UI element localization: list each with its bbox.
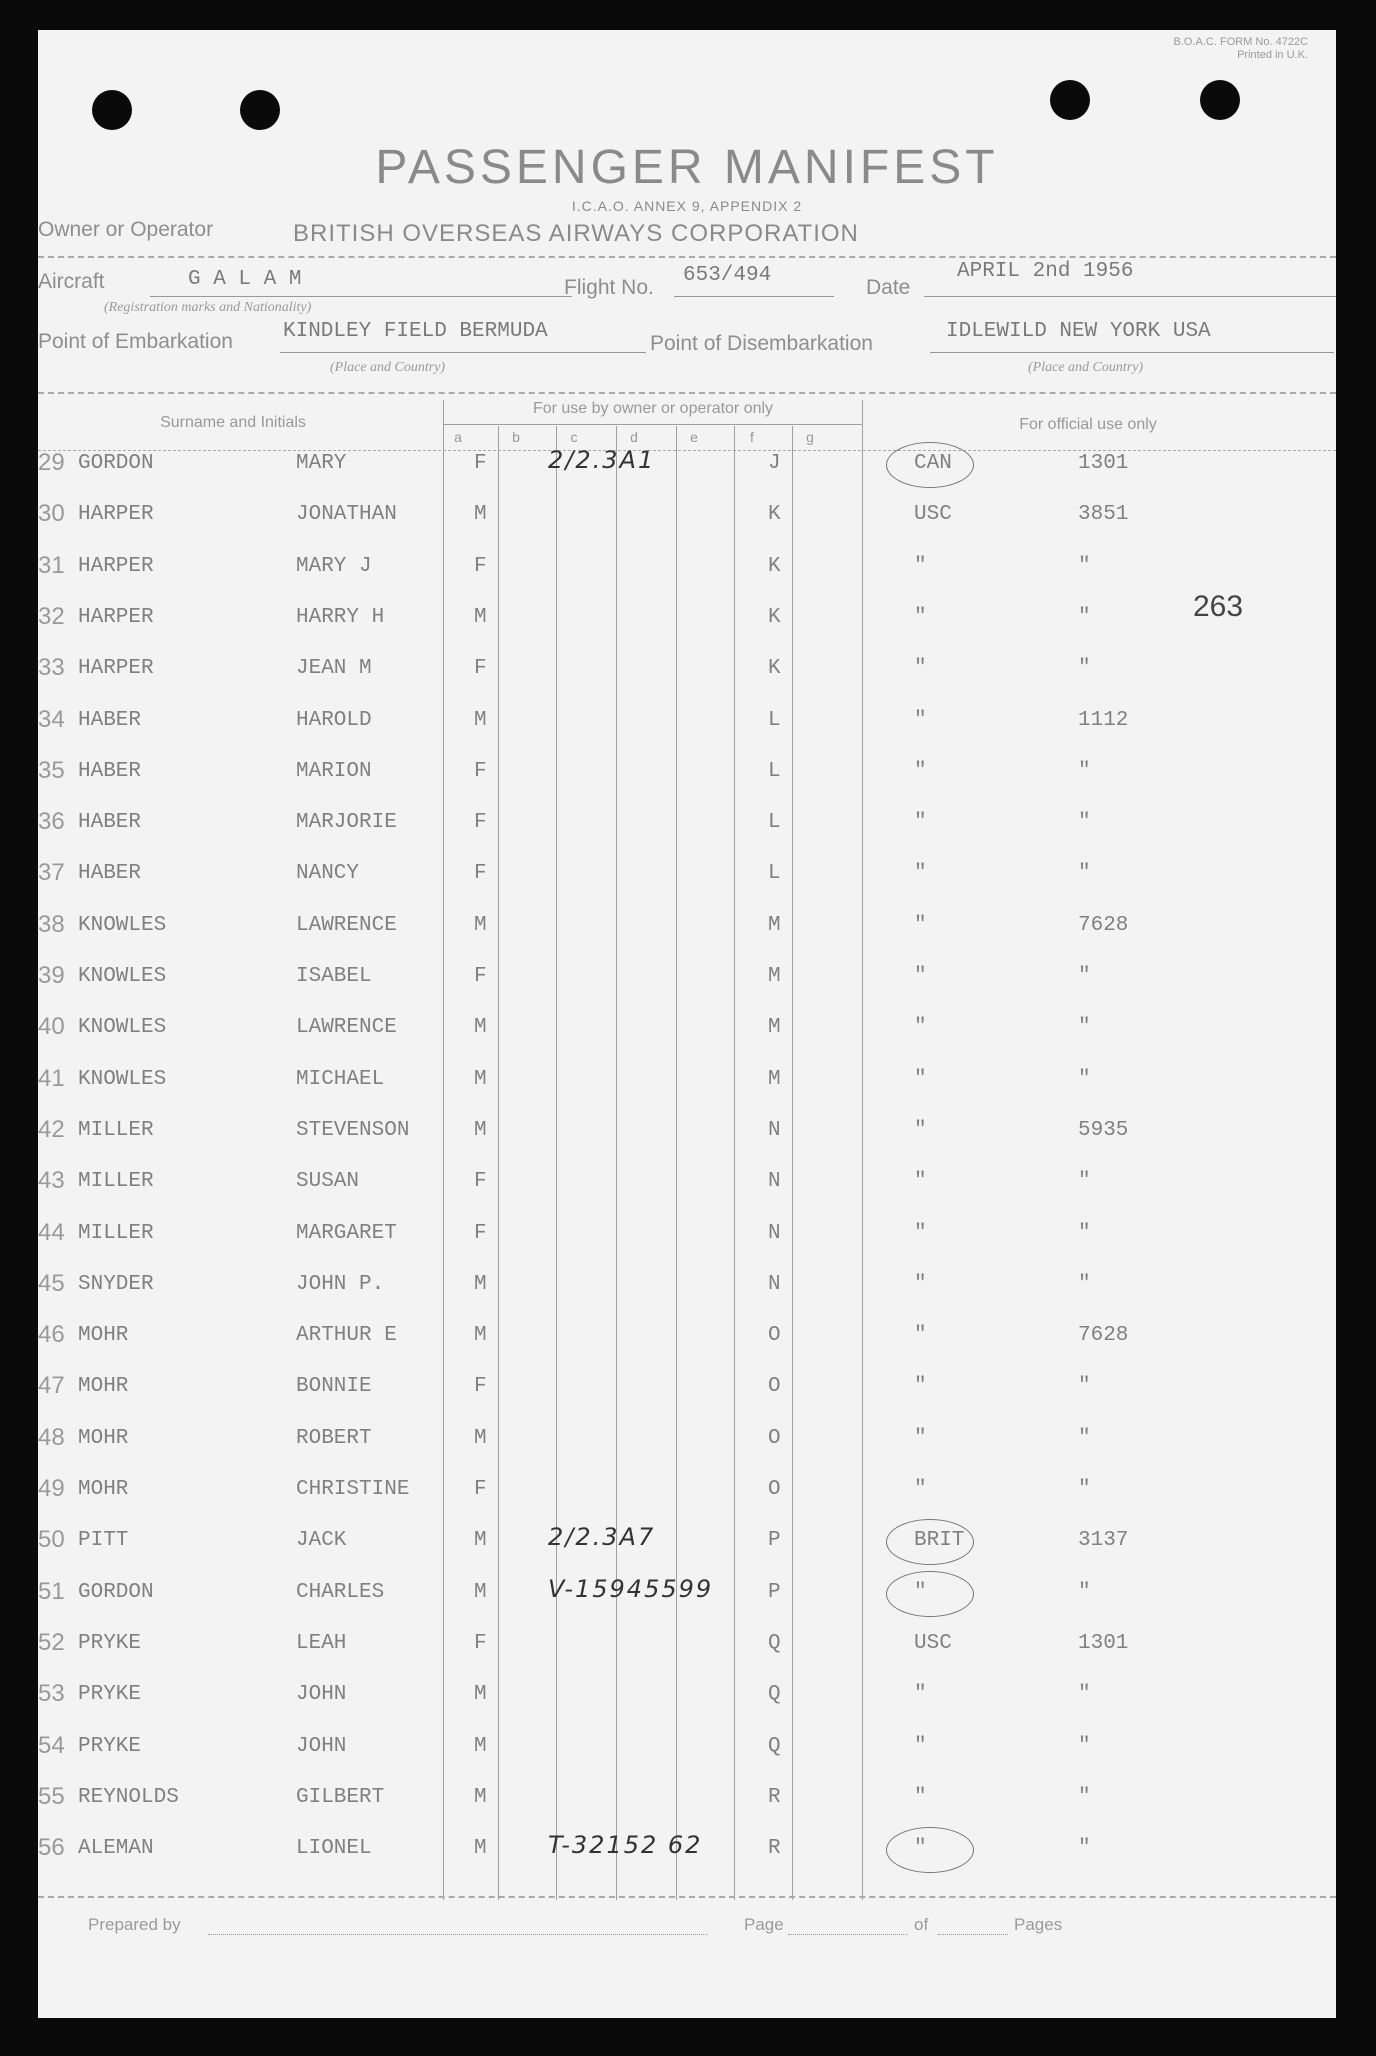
owner-header-rule xyxy=(443,424,863,425)
column-f-code: N xyxy=(768,1118,781,1142)
passenger-row xyxy=(38,1782,1336,1837)
official-code: " xyxy=(1078,1170,1091,1194)
column-f-code: J xyxy=(768,452,781,475)
official-code: " xyxy=(1078,965,1091,988)
passenger-surname: MILLER xyxy=(78,1170,154,1194)
official-status: " xyxy=(914,1272,927,1296)
passenger-row xyxy=(38,705,1336,760)
passenger-given-name: JOHN xyxy=(296,1683,347,1707)
row-number: 31 xyxy=(38,551,65,579)
flight-line xyxy=(674,296,834,297)
official-column-header: For official use only xyxy=(1019,416,1157,433)
passenger-row xyxy=(38,446,1336,503)
official-status: CAN xyxy=(914,452,952,475)
official-status: USC xyxy=(914,503,952,527)
column-header-rule xyxy=(38,450,1336,451)
passenger-given-name: HAROLD xyxy=(296,708,372,732)
column-f-code: K xyxy=(768,503,781,527)
passenger-given-name: BONNIE xyxy=(296,1375,372,1399)
aircraft-value: G A L A M xyxy=(188,268,302,291)
official-code: " xyxy=(1078,1067,1091,1091)
row-number: 32 xyxy=(38,602,65,630)
official-status: " xyxy=(914,1221,927,1245)
row-number: 43 xyxy=(38,1167,65,1195)
row-number: 45 xyxy=(38,1269,65,1297)
punch-hole xyxy=(1200,80,1240,120)
passenger-surname: ALEMAN xyxy=(78,1837,154,1861)
passenger-sex: F xyxy=(474,1170,487,1194)
row-number: 51 xyxy=(38,1577,65,1605)
passenger-given-name: LEAH xyxy=(296,1631,347,1655)
page-title: PASSENGER MANIFEST xyxy=(375,141,999,194)
passenger-sex: M xyxy=(474,1734,487,1758)
page-note: 263 xyxy=(1193,590,1244,623)
passenger-sex: M xyxy=(474,1683,487,1707)
handwritten-note: T-32152 62 xyxy=(548,1831,703,1860)
official-code: 7628 xyxy=(1078,1324,1129,1348)
row-number: 36 xyxy=(38,808,65,836)
column-a: a xyxy=(454,429,462,445)
passenger-row xyxy=(38,602,1336,657)
column-f-code: P xyxy=(768,1580,781,1604)
passenger-sex: F xyxy=(474,1375,487,1399)
row-number: 49 xyxy=(38,1475,65,1502)
official-status: " xyxy=(914,1478,927,1501)
official-status: " xyxy=(914,965,927,988)
row-number: 54 xyxy=(38,1731,65,1759)
passenger-row xyxy=(38,1167,1336,1221)
handwritten-note: 2/2.3A7 xyxy=(548,1523,656,1552)
passenger-given-name: MARY J xyxy=(296,554,372,578)
column-f-code: L xyxy=(768,759,781,783)
passenger-surname: KNOWLES xyxy=(78,1067,167,1091)
of-label: of xyxy=(914,1915,929,1934)
row-number: 37 xyxy=(38,859,65,887)
official-status: " xyxy=(914,1016,927,1040)
passenger-sex: F xyxy=(474,657,487,681)
column-f-code: K xyxy=(768,605,781,629)
column-f-code: O xyxy=(768,1426,781,1450)
official-code: 3851 xyxy=(1078,503,1129,527)
name-column-header: Surname and Initials xyxy=(160,414,306,431)
punch-hole xyxy=(92,90,132,130)
passenger-surname: GORDON xyxy=(78,1580,154,1604)
passenger-row xyxy=(38,1628,1336,1683)
official-status: " xyxy=(914,1118,927,1142)
official-code: " xyxy=(1078,1478,1091,1501)
official-code: 1112 xyxy=(1078,708,1129,732)
passenger-given-name: HARRY H xyxy=(296,605,385,629)
column-f-code: L xyxy=(768,708,781,732)
official-status: USC xyxy=(914,1631,952,1655)
status-circle xyxy=(886,1519,974,1565)
date-value: APRIL 2nd 1956 xyxy=(957,260,1134,283)
passenger-row xyxy=(38,1064,1336,1119)
passenger-row xyxy=(38,859,1336,913)
passenger-row xyxy=(38,1574,1336,1632)
flight-value: 653/494 xyxy=(683,264,772,287)
column-f-code: K xyxy=(768,657,781,681)
passenger-sex: M xyxy=(474,605,487,629)
row-number: 30 xyxy=(38,500,65,528)
passenger-surname: HARPER xyxy=(78,605,154,629)
column-f-code: R xyxy=(768,1785,781,1809)
official-status: " xyxy=(914,1837,927,1861)
passenger-sex: F xyxy=(474,1478,487,1501)
passenger-row xyxy=(38,654,1336,708)
row-number: 46 xyxy=(38,1321,65,1349)
column-f-code: M xyxy=(768,965,781,988)
passenger-surname: MILLER xyxy=(78,1221,154,1245)
passenger-row xyxy=(38,500,1336,554)
row-number: 44 xyxy=(38,1218,65,1246)
passenger-surname: HARPER xyxy=(78,503,154,527)
passenger-row xyxy=(38,1475,1336,1529)
disembark-value: IDLEWILD NEW YORK USA xyxy=(946,320,1211,343)
disembark-label: Point of Disembarkation xyxy=(650,332,873,355)
official-status: " xyxy=(914,708,927,732)
official-status: " xyxy=(914,862,927,886)
passenger-sex: M xyxy=(474,503,487,527)
passenger-row xyxy=(38,1321,1336,1375)
passenger-given-name: ROBERT xyxy=(296,1426,372,1450)
row-number: 38 xyxy=(38,910,65,938)
passenger-sex: M xyxy=(474,1785,487,1809)
handwritten-note: 2/2.3A1 xyxy=(548,446,656,474)
column-f: f xyxy=(750,429,754,445)
official-code: " xyxy=(1078,1221,1091,1245)
official-status: " xyxy=(914,554,927,578)
aircraft-line xyxy=(150,296,572,297)
official-status: " xyxy=(914,657,927,681)
passenger-row xyxy=(38,1372,1336,1426)
column-f-code: R xyxy=(768,1837,781,1861)
official-status: " xyxy=(914,1426,927,1450)
official-status: " xyxy=(914,1580,927,1604)
passenger-given-name: MARJORIE xyxy=(296,811,397,835)
passenger-sex: M xyxy=(474,1426,487,1450)
passenger-row xyxy=(38,1523,1336,1580)
embark-line xyxy=(280,352,646,353)
passenger-given-name: MARION xyxy=(296,759,372,783)
column-d: d xyxy=(630,429,638,445)
passenger-given-name: NANCY xyxy=(296,862,360,886)
column-f-code: Q xyxy=(768,1631,781,1655)
passenger-surname: KNOWLES xyxy=(78,965,167,988)
passenger-row xyxy=(38,1680,1336,1734)
passenger-surname: HARPER xyxy=(78,657,154,681)
passenger-given-name: GILBERT xyxy=(296,1785,385,1809)
official-status: " xyxy=(914,1375,927,1399)
passenger-given-name: JOHN xyxy=(296,1734,347,1758)
column-c: c xyxy=(570,429,578,445)
form-printed: Printed in U.K. xyxy=(1237,49,1308,61)
passenger-row xyxy=(38,962,1336,1016)
official-code: 1301 xyxy=(1078,452,1129,475)
official-code: " xyxy=(1078,1837,1091,1861)
column-f-code: M xyxy=(768,913,781,937)
column-f-code: N xyxy=(768,1221,781,1245)
passenger-sex: F xyxy=(474,811,487,835)
passenger-surname: KNOWLES xyxy=(78,1016,167,1040)
owner-label: Owner or Operator xyxy=(38,218,214,241)
column-f-code: O xyxy=(768,1324,781,1348)
row-number: 35 xyxy=(38,756,65,784)
passenger-given-name: MARY xyxy=(296,452,347,475)
official-status: " xyxy=(914,811,927,835)
passenger-sex: M xyxy=(474,1272,487,1296)
passenger-given-name: JACK xyxy=(296,1529,347,1553)
embark-label: Point of Embarkation xyxy=(38,330,233,353)
passenger-row xyxy=(38,1423,1336,1478)
passenger-surname: PRYKE xyxy=(78,1683,142,1707)
status-circle xyxy=(886,1571,974,1617)
official-status: " xyxy=(914,1170,927,1194)
passenger-sex: M xyxy=(474,1580,487,1604)
passenger-surname: PITT xyxy=(78,1529,129,1553)
date-label: Date xyxy=(866,276,911,299)
official-code: " xyxy=(1078,554,1091,578)
passenger-sex: F xyxy=(474,554,487,578)
passenger-surname: HABER xyxy=(78,862,142,886)
flight-label: Flight No. xyxy=(564,276,654,299)
passenger-sex: M xyxy=(474,708,487,732)
passenger-surname: KNOWLES xyxy=(78,913,167,937)
passenger-given-name: STEVENSON xyxy=(296,1118,410,1142)
passenger-sex: M xyxy=(474,1837,487,1861)
manifest-sheet xyxy=(38,30,1336,2018)
date-line xyxy=(924,296,1336,297)
column-f-code: Q xyxy=(768,1683,781,1707)
official-code: " xyxy=(1078,759,1091,783)
row-number: 29 xyxy=(38,449,65,476)
status-circle xyxy=(886,1827,974,1873)
row-number: 39 xyxy=(38,962,65,989)
owner-value: BRITISH OVERSEAS AIRWAYS CORPORATION xyxy=(293,220,859,247)
passenger-row xyxy=(38,808,1336,862)
passenger-given-name: LAWRENCE xyxy=(296,1016,397,1040)
owner-column-header: For use by owner or operator only xyxy=(532,400,774,417)
passenger-sex: M xyxy=(474,1118,487,1142)
official-code: " xyxy=(1078,1580,1091,1604)
passenger-row xyxy=(38,1831,1336,1888)
passenger-given-name: JOHN P. xyxy=(296,1272,385,1296)
official-code: " xyxy=(1078,1785,1091,1809)
passenger-surname: PRYKE xyxy=(78,1734,142,1758)
column-f-code: L xyxy=(768,811,781,835)
passenger-sex: F xyxy=(474,965,487,988)
passenger-given-name: CHRISTINE xyxy=(296,1478,410,1501)
official-code: " xyxy=(1078,1683,1091,1707)
row-number: 34 xyxy=(38,705,65,733)
form-code: B.O.A.C. FORM No. 4722C xyxy=(1173,36,1308,48)
aircraft-hint: (Registration marks and Nationality) xyxy=(104,300,312,315)
row-number: 40 xyxy=(38,1013,65,1041)
row-number: 50 xyxy=(38,1526,65,1554)
passenger-surname: SNYDER xyxy=(78,1272,154,1296)
column-f-code: M xyxy=(768,1067,781,1091)
passenger-sex: F xyxy=(474,759,487,783)
official-status: " xyxy=(914,759,927,783)
passenger-row xyxy=(38,756,1336,811)
column-f-code: L xyxy=(768,862,781,886)
passenger-surname: HABER xyxy=(78,811,142,835)
disembark-hint: (Place and Country) xyxy=(1028,360,1144,375)
form-number xyxy=(1174,36,1308,62)
passenger-given-name: JONATHAN xyxy=(296,503,397,527)
official-status: " xyxy=(914,1683,927,1707)
column-f-code: K xyxy=(768,554,781,578)
official-code: " xyxy=(1078,1426,1091,1450)
passenger-row xyxy=(38,1269,1336,1324)
official-code: " xyxy=(1078,862,1091,886)
passenger-given-name: SUSAN xyxy=(296,1170,360,1194)
punch-hole xyxy=(240,90,280,130)
official-code: " xyxy=(1078,811,1091,835)
passenger-surname: MOHR xyxy=(78,1478,129,1501)
page-subtitle: I.C.A.O. ANNEX 9, APPENDIX 2 xyxy=(571,198,803,214)
passenger-surname: GORDON xyxy=(78,452,154,475)
official-code: " xyxy=(1078,1734,1091,1758)
official-status: " xyxy=(914,605,927,629)
row-number: 48 xyxy=(38,1423,65,1451)
table-bottom-rule xyxy=(38,1896,1336,1898)
column-f-code: P xyxy=(768,1529,781,1553)
passenger-sex: M xyxy=(474,913,487,937)
passenger-surname: REYNOLDS xyxy=(78,1785,179,1809)
page-label: Page xyxy=(744,1915,784,1934)
passenger-row xyxy=(38,551,1336,606)
passenger-sex: M xyxy=(474,1529,487,1553)
official-code: " xyxy=(1078,1016,1091,1040)
passenger-surname: MOHR xyxy=(78,1426,129,1450)
official-code: " xyxy=(1078,1375,1091,1399)
passenger-surname: MILLER xyxy=(78,1118,154,1142)
passenger-row xyxy=(38,1731,1336,1786)
handwritten-note: V-15945599 xyxy=(548,1574,714,1603)
prepared-label: Prepared by xyxy=(88,1915,181,1934)
passenger-surname: MOHR xyxy=(78,1324,129,1348)
passenger-sex: M xyxy=(474,1324,487,1348)
passenger-given-name: ARTHUR E xyxy=(296,1324,397,1348)
pages-label: Pages xyxy=(1014,1915,1063,1934)
passenger-surname: HARPER xyxy=(78,554,154,578)
official-status: " xyxy=(914,1734,927,1758)
status-circle xyxy=(886,442,974,488)
official-code: 5935 xyxy=(1078,1118,1129,1142)
official-status: BRIT xyxy=(914,1529,965,1553)
official-code: " xyxy=(1078,1272,1091,1296)
passenger-sex: F xyxy=(474,862,487,886)
disembark-line xyxy=(930,352,1334,353)
row-number: 33 xyxy=(38,654,65,682)
row-number: 52 xyxy=(38,1628,65,1656)
passenger-given-name: LAWRENCE xyxy=(296,913,397,937)
passenger-surname: HABER xyxy=(78,708,142,732)
punch-hole xyxy=(1050,80,1090,120)
row-number: 47 xyxy=(38,1372,65,1400)
prepared-line xyxy=(208,1934,708,1935)
passenger-given-name: JEAN M xyxy=(296,657,372,681)
column-f-code: N xyxy=(768,1272,781,1296)
embark-value: KINDLEY FIELD BERMUDA xyxy=(283,320,548,343)
column-g: g xyxy=(806,429,814,445)
passenger-sex: F xyxy=(474,452,487,475)
passenger-row xyxy=(38,1115,1336,1170)
row-number: 56 xyxy=(38,1834,65,1862)
column-e: e xyxy=(690,429,698,445)
passenger-given-name: ISABEL xyxy=(296,965,372,988)
column-f-code: N xyxy=(768,1170,781,1194)
column-f-code: O xyxy=(768,1478,781,1501)
passenger-surname: PRYKE xyxy=(78,1631,142,1655)
page-line xyxy=(788,1934,908,1935)
passenger-given-name: CHARLES xyxy=(296,1580,385,1604)
row-number: 55 xyxy=(38,1782,65,1810)
passenger-sex: M xyxy=(474,1067,487,1091)
table-top-rule xyxy=(38,392,1336,394)
passenger-given-name: LIONEL xyxy=(296,1837,372,1861)
passenger-given-name: MICHAEL xyxy=(296,1067,385,1091)
header-rule xyxy=(38,256,1336,258)
passenger-row xyxy=(38,910,1336,965)
aircraft-label: Aircraft xyxy=(38,270,105,293)
official-code: " xyxy=(1078,657,1091,681)
passenger-surname: MOHR xyxy=(78,1375,129,1399)
column-f-code: M xyxy=(768,1016,781,1040)
official-code: 7628 xyxy=(1078,913,1129,937)
official-status: " xyxy=(914,913,927,937)
official-status: " xyxy=(914,1324,927,1348)
official-status: " xyxy=(914,1067,927,1091)
passenger-row xyxy=(38,1218,1336,1273)
row-number: 42 xyxy=(38,1115,65,1143)
passenger-sex: F xyxy=(474,1631,487,1655)
official-code: 3137 xyxy=(1078,1529,1129,1553)
column-f-code: Q xyxy=(768,1734,781,1758)
passenger-sex: M xyxy=(474,1016,487,1040)
passenger-given-name: MARGARET xyxy=(296,1221,397,1245)
passenger-sex: F xyxy=(474,1221,487,1245)
pages-line xyxy=(938,1934,1008,1935)
official-code: " xyxy=(1078,605,1091,629)
passenger-surname: HABER xyxy=(78,759,142,783)
column-f-code: O xyxy=(768,1375,781,1399)
official-code: 1301 xyxy=(1078,1631,1129,1655)
column-b: b xyxy=(512,429,520,445)
row-number: 41 xyxy=(38,1064,65,1092)
row-number: 53 xyxy=(38,1680,65,1708)
passenger-row xyxy=(38,1013,1336,1067)
embark-hint: (Place and Country) xyxy=(330,360,446,375)
official-status: " xyxy=(914,1785,927,1809)
